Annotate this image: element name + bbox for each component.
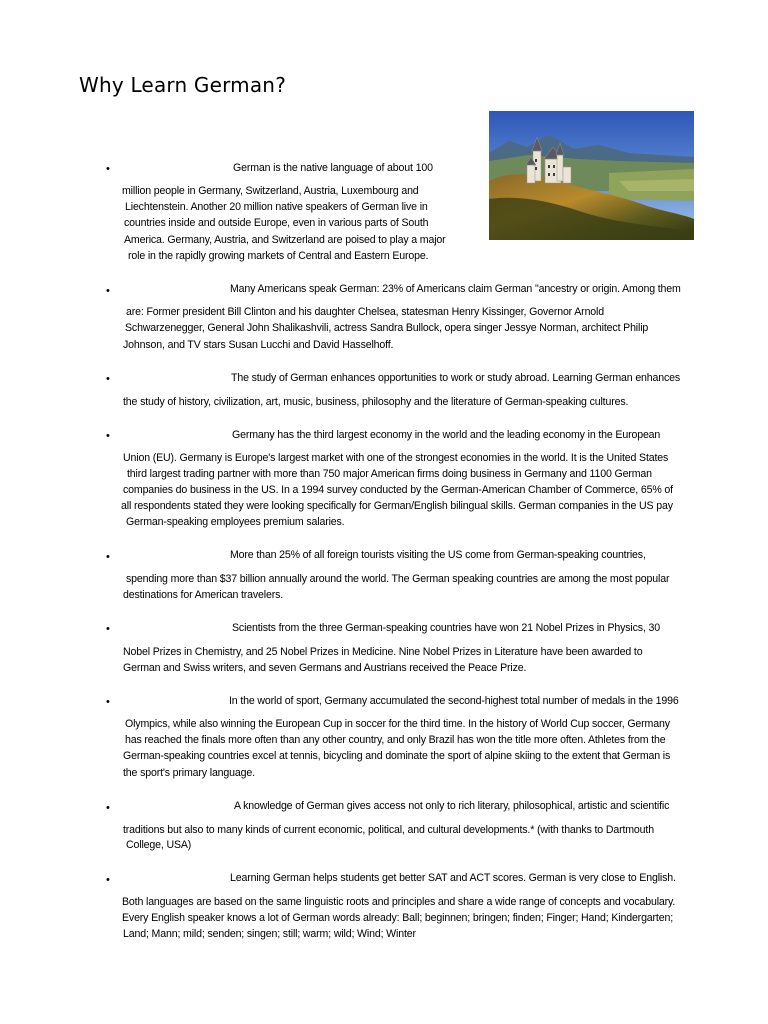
bullet-1-line-1: German is the native language of about 100 <box>233 162 433 174</box>
bullet-7-line-2: Olympics, while also winning the European Cup in soccer for the third time. In the history of World Cup soccer, Germany <box>125 718 670 730</box>
bullet-marker: • <box>106 430 110 442</box>
bullet-1-line-2: million people in Germany, Switzerland, Austria, Luxembourg and <box>122 185 419 197</box>
bullet-4-line-6: German-speaking employees premium salaries. <box>126 516 345 528</box>
bullet-7-line-1: In the world of sport, Germany accumulated the second-highest total number of medals in the 1996 <box>229 695 679 707</box>
bullet-marker: • <box>106 285 110 297</box>
bullet-6-line-1: Scientists from the three German-speaking countries have won 21 Nobel Prizes in Physics, 30 <box>232 622 660 634</box>
bullet-2-line-2: are: Former president Bill Clinton and his daughter Chelsea, statesman Henry Kissinger, Governor Arnold <box>126 306 604 318</box>
bullet-marker: • <box>106 551 110 563</box>
bullet-8-line-2: traditions but also to many kinds of current economic, political, and cultural developments.* (with thanks to Dartmouth <box>123 824 654 836</box>
bullet-1-line-5: America. Germany, Austria, and Switzerland are poised to play a major <box>124 234 446 246</box>
bullet-9-line-2: Both languages are based on the same linguistic roots and principles and share a wide range of concepts and vocabulary. <box>122 896 676 908</box>
castle-photo <box>489 111 694 240</box>
bullet-9-line-4: Land; Mann; mild; senden; singen; still; warm; wild; Wind; Winter <box>123 928 416 940</box>
bullet-7-line-5: the sport's primary language. <box>123 767 255 779</box>
bullet-marker: • <box>106 874 110 886</box>
bullet-2-line-3: Schwarzenegger, General John Shalikashvili, actress Sandra Bullock, opera singer Jessye Norman, architect Philip <box>125 322 649 334</box>
bullet-7-line-4: German-speaking countries excel at tennis, bicycling and dominate the sport of alpine skiing to the extent that German is <box>123 750 671 762</box>
bullet-2-line-4: Johnson, and TV stars Susan Lucchi and David Hasselhoff. <box>123 339 394 351</box>
bullet-1-line-6: role in the rapidly growing markets of Central and Eastern Europe. <box>128 250 429 262</box>
bullet-4-line-3: third largest trading partner with more than 750 major American firms doing business in Germany and 1100 German <box>127 468 652 480</box>
bullet-marker: • <box>106 623 110 635</box>
page-title: Why Learn German? <box>79 73 287 97</box>
bullet-5-line-3: destinations for American travelers. <box>123 589 284 601</box>
bullet-2-line-1: Many Americans speak German: 23% of Americans claim German "ancestry or origin. Among them <box>230 283 681 295</box>
bullet-4-line-2: Union (EU). Germany is Europe's largest market with one of the strongest economies in the world. It is the United States <box>123 452 669 464</box>
bullet-4-line-1: Germany has the third largest economy in the world and the leading economy in the European <box>232 429 661 441</box>
bullet-9-line-3: Every English speaker knows a lot of German words already: Ball; beginnen; bringen; finden; Finger; Hand; Kindergarten; <box>122 912 673 924</box>
bullet-8-line-1: A knowledge of German gives access not only to rich literary, philosophical, artistic and scientific <box>234 800 670 812</box>
bullet-marker: • <box>106 373 110 385</box>
bullet-1-line-3: Liechtenstein. Another 20 million native speakers of German live in <box>125 201 428 213</box>
bullet-marker: • <box>106 802 110 814</box>
bullet-5-line-2: spending more than $37 billion annually around the world. The German speaking countries are among the most popular <box>126 573 670 585</box>
bullet-4-line-5: all respondents stated they were looking specifically for German/English bilingual skills. German companies in the US pay <box>121 500 673 512</box>
bullet-marker: • <box>106 163 110 175</box>
bullet-6-line-2: Nobel Prizes in Chemistry, and 25 Nobel Prizes in Medicine. Nine Nobel Prizes in Literature have been awarded to <box>123 646 643 658</box>
bullet-7-line-3: has reached the finals more often than any other country, and only Brazil has won the title more often. Athletes from the <box>125 734 666 746</box>
bullet-4-line-4: companies do business in the US. In a 1994 survey conducted by the German-American Chamber of Commerce, 65% of <box>123 484 673 496</box>
bullet-5-line-1: More than 25% of all foreign tourists visiting the US come from German-speaking countries, <box>230 549 646 561</box>
bullet-3-line-2: the study of history, civilization, art, music, business, philosophy and the literature of German-speaking cultures. <box>123 396 629 408</box>
bullet-9-line-1: Learning German helps students get better SAT and ACT scores. German is very close to English. <box>230 872 676 884</box>
bullet-6-line-3: German and Swiss writers, and seven Germans and Austrians received the Peace Prize. <box>123 662 527 674</box>
bullet-marker: • <box>106 696 110 708</box>
bullet-8-line-3: College, USA) <box>126 839 192 851</box>
bullet-3-line-1: The study of German enhances opportunities to work or study abroad. Learning German enhances <box>231 372 681 384</box>
bullet-1-line-4: countries inside and outside Europe, even in various parts of South <box>124 217 429 229</box>
